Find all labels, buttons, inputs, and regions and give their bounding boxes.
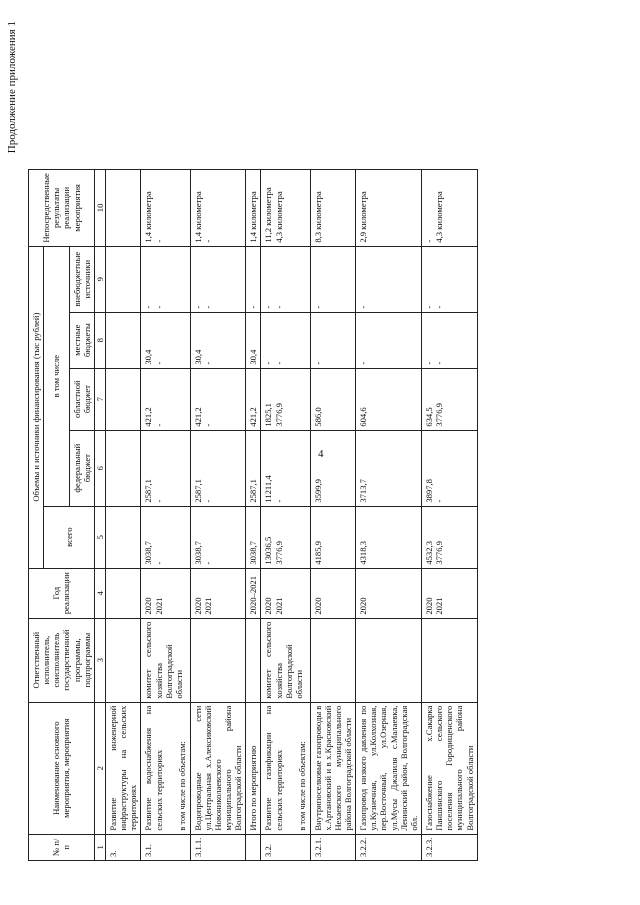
- local-value: 30,4: [192, 349, 203, 365]
- measure-subtitle: в том числе по объектам:: [177, 741, 187, 831]
- row-number: 3.2.: [261, 834, 310, 860]
- row-number: [246, 834, 261, 860]
- section-title: Развитие инженерной инфраструктуры на сельских территориях: [105, 702, 140, 834]
- table-row: [105, 170, 140, 861]
- page-number: 4: [318, 448, 324, 460]
- total-cell: [422, 506, 478, 568]
- column-number-cell: 1: [94, 834, 105, 860]
- header-in-that-number: в том числе: [44, 246, 69, 506]
- row-number: 3.: [105, 834, 140, 860]
- executor: комитет сельского хозяйства Волгоградской области: [141, 618, 190, 702]
- year-value: 2020: [192, 597, 203, 615]
- header-federal: федеральный бюджет: [69, 430, 94, 506]
- results-cell: [422, 170, 478, 247]
- offbudget-value: -: [192, 305, 203, 309]
- year-value: 2020: [358, 597, 369, 615]
- year-cell: [356, 568, 422, 618]
- regional-cell: [141, 368, 190, 430]
- executor: [246, 618, 261, 702]
- total-value: 3038,7: [192, 541, 203, 565]
- offbudget-value: -: [358, 305, 369, 309]
- results-cell: [356, 170, 422, 247]
- regional-value: 421,2: [192, 407, 203, 427]
- federal-cell: [190, 430, 246, 506]
- year-value: 2021: [153, 597, 164, 615]
- column-number-cell: 10: [94, 170, 105, 247]
- year-value: 2020: [263, 597, 274, 615]
- results-cell: [190, 170, 246, 247]
- total-value: 3038,7: [248, 541, 259, 565]
- measure-name: Газоснабжение х.Сакарка Паншинского сельского поселения Городищенского муниципального района Волгоградской области: [424, 705, 475, 831]
- offbudget-cell: [310, 246, 356, 312]
- results-value: 4,3 километра: [273, 191, 284, 243]
- regional-value: 634,5: [424, 407, 435, 427]
- local-value: -: [273, 361, 284, 365]
- measure-name: Газопровод низкого давления по ул.Кузнечная, ул.Колхозная, пер.Восточный, ул.Озерная, ул.Мусы Джалиля с.Малаевка, Ленинский район, Волгоградская обл.: [358, 705, 419, 831]
- local-cell: [310, 312, 356, 368]
- empty-cell: [105, 506, 140, 568]
- offbudget-value: -: [263, 305, 274, 309]
- offbudget-value: -: [153, 305, 164, 309]
- federal-cell: [141, 430, 190, 506]
- results-cell: [141, 170, 190, 247]
- regional-value: 421,2: [143, 407, 154, 427]
- header-regional: областной бюджет: [69, 368, 94, 430]
- measure-name-cell: [422, 702, 478, 834]
- offbudget-value: -: [202, 305, 213, 309]
- measure-name: Развитие газификации на сельских территориях: [263, 705, 284, 831]
- results-value: 4,3 километра: [434, 191, 445, 243]
- measure-name: Итого по мероприятию: [248, 745, 259, 831]
- year-cell: [190, 568, 246, 618]
- table-row: [246, 170, 261, 861]
- table-row: [422, 170, 478, 861]
- table-row: [261, 170, 310, 861]
- year-cell: [310, 568, 356, 618]
- results-value: -: [424, 239, 435, 243]
- offbudget-cell: [261, 246, 310, 312]
- offbudget-value: -: [143, 305, 154, 309]
- measure-name-cell: [261, 702, 310, 834]
- regional-value: 604,6: [358, 407, 369, 427]
- measure-name: Внутрипоселковые газопроводы в х.Артановский и в х.Красновский Нехаевского муниципального района Волгоградской области: [312, 705, 354, 831]
- column-number-cell: 3: [94, 618, 105, 702]
- regional-cell: [422, 368, 478, 430]
- continuation-title: Продолжение приложения 1: [6, 21, 18, 154]
- row-number: 3.2.2.: [356, 834, 422, 860]
- empty-cell: [105, 170, 140, 247]
- row-number: 3.1.: [141, 834, 190, 860]
- results-value: 11,2 километра: [263, 187, 274, 243]
- header-results: Непосредственные результаты реализации мероприятия: [29, 170, 95, 247]
- results-value: 1,4 километра: [248, 191, 259, 243]
- empty-cell: [105, 430, 140, 506]
- total-value: 3776,9: [434, 541, 445, 565]
- regional-value: 3776,9: [434, 403, 445, 427]
- column-numbers-row: [94, 170, 105, 861]
- header-total: всего: [44, 506, 95, 568]
- table-row: [310, 170, 356, 861]
- local-value: -: [153, 361, 164, 365]
- total-value: 4185,9: [312, 541, 323, 565]
- total-value: -: [153, 561, 164, 565]
- measure-name: Водопроводные сети ул.Центральная х.Алексиковский Новониколаевского муниципального района Волгоградской области: [192, 705, 244, 831]
- total-cell: [310, 506, 356, 568]
- regional-cell: [356, 368, 422, 430]
- total-value: 13036,5: [263, 536, 274, 565]
- local-cell: [356, 312, 422, 368]
- federal-value: -: [153, 499, 164, 503]
- regional-cell: [190, 368, 246, 430]
- executor: [310, 618, 356, 702]
- federal-value: 2587,1: [143, 479, 154, 503]
- federal-cell: [246, 430, 261, 506]
- row-number: 3.1.1.: [190, 834, 246, 860]
- header-offbudget: внебюджетные источники: [69, 246, 94, 312]
- results-value: -: [202, 239, 213, 243]
- header-year: Год реализации: [29, 568, 95, 618]
- local-cell: [422, 312, 478, 368]
- federal-value: 2587,1: [192, 479, 203, 503]
- measure-name-cell: [310, 702, 356, 834]
- empty-cell: [105, 246, 140, 312]
- empty-cell: [105, 368, 140, 430]
- year-value: 2020: [143, 597, 154, 615]
- regional-value: 3776,9: [273, 403, 284, 427]
- empty-cell: [105, 312, 140, 368]
- header-financing: Объемы и источники финансирования (тыс рублей): [29, 246, 44, 568]
- year-value: 2020–2021: [248, 575, 259, 615]
- offbudget-cell: [422, 246, 478, 312]
- regional-cell: [261, 368, 310, 430]
- offbudget-value: -: [312, 305, 323, 309]
- results-cell: [261, 170, 310, 247]
- local-value: -: [263, 361, 274, 365]
- header-executor: Ответственный исполнитель, соисполнитель государственной программы, подпрограммы: [29, 618, 95, 702]
- row-number: 3.2.1.: [310, 834, 356, 860]
- header-row-1: [29, 170, 44, 861]
- federal-value: -: [202, 499, 213, 503]
- table-row: [190, 170, 246, 861]
- federal-value: 2587,1: [248, 479, 259, 503]
- column-number-cell: 2: [94, 702, 105, 834]
- regional-value: 586,0: [312, 407, 323, 427]
- measure-subtitle: в том числе по объектам:: [297, 741, 307, 831]
- regional-value: -: [202, 423, 213, 427]
- regional-cell: [246, 368, 261, 430]
- offbudget-value: -: [424, 305, 435, 309]
- federal-cell: [310, 430, 356, 506]
- local-value: 30,4: [143, 349, 154, 365]
- local-value: 30,4: [248, 349, 259, 365]
- column-number-cell: 8: [94, 312, 105, 368]
- local-value: -: [358, 361, 369, 365]
- rotated-page-content: [0, 15, 640, 885]
- measure-name: Развитие водоснабжения на сельских территориях: [143, 705, 164, 831]
- executor: [190, 618, 246, 702]
- year-cell: [422, 568, 478, 618]
- executor: [422, 618, 478, 702]
- measure-name-cell: [246, 702, 261, 834]
- offbudget-cell: [356, 246, 422, 312]
- total-value: 4532,3: [424, 541, 435, 565]
- results-cell: [310, 170, 356, 247]
- table-row: [141, 170, 190, 861]
- column-number-cell: 5: [94, 506, 105, 568]
- empty-cell: [105, 618, 140, 702]
- empty-cell: [105, 568, 140, 618]
- local-value: -: [312, 361, 323, 365]
- local-cell: [261, 312, 310, 368]
- executor: [356, 618, 422, 702]
- measure-name-cell: [190, 702, 246, 834]
- year-value: 2020: [312, 597, 323, 615]
- year-value: 2021: [202, 597, 213, 615]
- financing-table: [28, 169, 478, 861]
- results-value: 1,4 километра: [192, 191, 203, 243]
- total-value: -: [202, 561, 213, 565]
- measure-name-cell: [141, 702, 190, 834]
- offbudget-cell: [190, 246, 246, 312]
- total-cell: [261, 506, 310, 568]
- federal-value: 3599,9: [312, 479, 323, 503]
- total-value: 3038,7: [143, 541, 154, 565]
- total-value: 3776,9: [273, 541, 284, 565]
- federal-value: -: [434, 499, 445, 503]
- regional-cell: [310, 368, 356, 430]
- federal-value: 3713,7: [358, 479, 369, 503]
- federal-cell: [356, 430, 422, 506]
- results-value: 8,3 километра: [312, 191, 323, 243]
- results-value: -: [153, 239, 164, 243]
- year-value: 2020: [424, 597, 435, 615]
- total-value: 4318,3: [358, 541, 369, 565]
- row-number: 3.2.3.: [422, 834, 478, 860]
- year-cell: [261, 568, 310, 618]
- results-cell: [246, 170, 261, 247]
- column-number-cell: 9: [94, 246, 105, 312]
- local-value: -: [424, 361, 435, 365]
- offbudget-value: -: [434, 305, 445, 309]
- local-value: -: [434, 361, 445, 365]
- local-cell: [141, 312, 190, 368]
- results-value: 1,4 километра: [143, 191, 154, 243]
- year-value: 2021: [273, 597, 284, 615]
- total-cell: [141, 506, 190, 568]
- regional-value: 421,2: [248, 407, 259, 427]
- results-value: 2,9 километра: [358, 191, 369, 243]
- column-number-cell: 6: [94, 430, 105, 506]
- federal-cell: [422, 430, 478, 506]
- column-number-cell: 7: [94, 368, 105, 430]
- local-value: -: [202, 361, 213, 365]
- federal-value: 3897,8: [424, 479, 435, 503]
- offbudget-value: -: [273, 305, 284, 309]
- year-cell: [246, 568, 261, 618]
- federal-value: -: [273, 499, 284, 503]
- header-name: Наименование основного мероприятия, мероприятия: [29, 702, 95, 834]
- measure-name-cell: [356, 702, 422, 834]
- offbudget-value: -: [248, 305, 259, 309]
- local-cell: [246, 312, 261, 368]
- year-cell: [141, 568, 190, 618]
- offbudget-cell: [141, 246, 190, 312]
- year-value: 2021: [434, 597, 445, 615]
- total-cell: [246, 506, 261, 568]
- regional-value: -: [153, 423, 164, 427]
- table-row: [356, 170, 422, 861]
- federal-value: 11211,4: [263, 475, 274, 503]
- federal-cell: [261, 430, 310, 506]
- regional-value: 1825,1: [263, 403, 274, 427]
- local-cell: [190, 312, 246, 368]
- total-cell: [356, 506, 422, 568]
- header-local: местные бюджеты: [69, 312, 94, 368]
- executor: комитет сельского хозяйства Волгоградской области: [261, 618, 310, 702]
- header-num: № п/п: [29, 834, 95, 860]
- total-cell: [190, 506, 246, 568]
- table-body: [105, 170, 477, 861]
- column-number-cell: 4: [94, 568, 105, 618]
- offbudget-cell: [246, 246, 261, 312]
